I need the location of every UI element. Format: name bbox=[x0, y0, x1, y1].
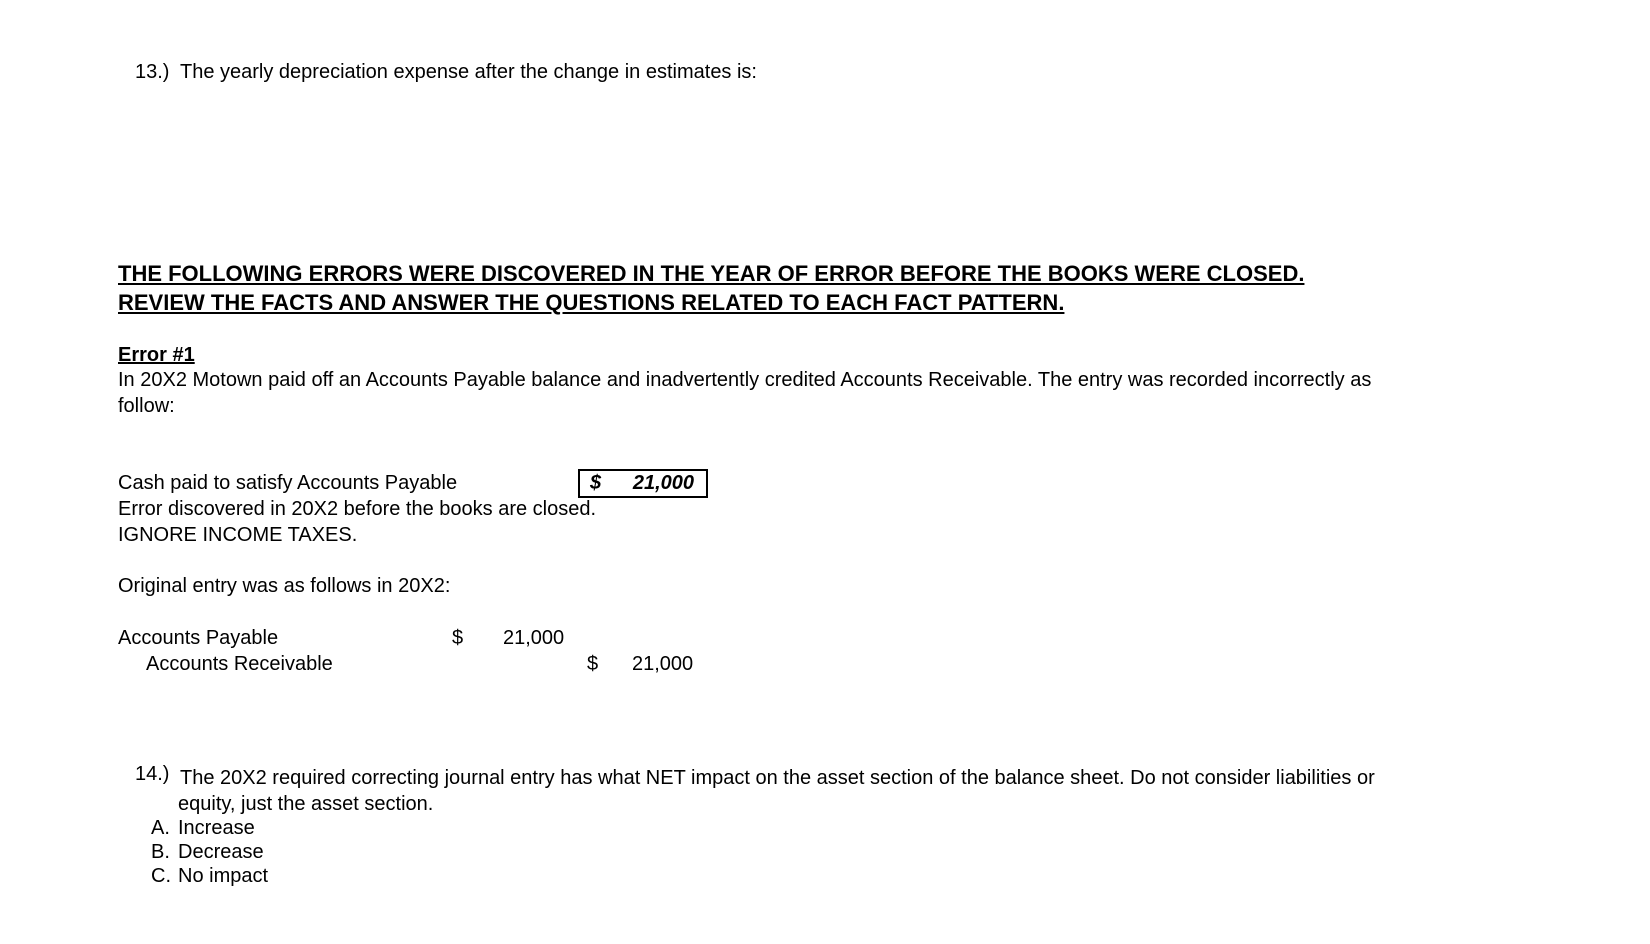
error1-description-line2: follow: bbox=[118, 395, 175, 417]
debit-currency: $ bbox=[452, 627, 464, 649]
ignore-taxes-note: IGNORE INCOME TAXES. bbox=[118, 524, 358, 546]
option-b-letter: B. bbox=[151, 841, 170, 863]
q13-number: 13.) bbox=[135, 61, 170, 83]
error1-description-line1: In 20X2 Motown paid off an Accounts Payable balance and inadvertently credited Accounts Receivable. The entry was recorded incorrectly as bbox=[118, 369, 1372, 391]
q13-text: The yearly depreciation expense after the change in estimates is: bbox=[180, 61, 757, 83]
cash-paid-label: Cash paid to satisfy Accounts Payable bbox=[118, 472, 458, 494]
credit-currency: $ bbox=[587, 653, 599, 675]
debit-account: Accounts Payable bbox=[118, 627, 279, 649]
option-a-text: Increase bbox=[178, 817, 255, 839]
q14-text-line1: The 20X2 required correcting journal entry has what NET impact on the asset section of the balance sheet. Do not consider liabilities or bbox=[180, 767, 1375, 789]
error1-title: Error #1 bbox=[118, 344, 195, 366]
original-entry-label: Original entry was as follows in 20X2: bbox=[118, 575, 451, 597]
debit-amount: 21,000 bbox=[503, 627, 565, 649]
option-a-letter: A. bbox=[151, 817, 170, 839]
option-b-text: Decrease bbox=[178, 841, 264, 863]
cash-paid-currency: $ bbox=[590, 472, 602, 494]
cash-paid-amount-box bbox=[578, 469, 708, 498]
q14-number: 14.) bbox=[135, 763, 170, 785]
option-c-text: No impact bbox=[178, 865, 269, 887]
cash-paid-amount: 21,000 bbox=[632, 472, 694, 494]
q14-text-line2: equity, just the asset section. bbox=[178, 793, 434, 815]
credit-amount: 21,000 bbox=[632, 653, 694, 675]
error-discovered-note: Error discovered in 20X2 before the books are closed. bbox=[118, 498, 597, 520]
credit-account: Accounts Receivable bbox=[146, 653, 333, 675]
section-header-line1: THE FOLLOWING ERRORS WERE DISCOVERED IN THE YEAR OF ERROR BEFORE THE BOOKS WERE CLOSED. bbox=[118, 261, 1305, 286]
option-c-letter: C. bbox=[151, 865, 171, 887]
section-header-line2: REVIEW THE FACTS AND ANSWER THE QUESTIONS RELATED TO EACH FACT PATTERN. bbox=[118, 290, 1065, 315]
